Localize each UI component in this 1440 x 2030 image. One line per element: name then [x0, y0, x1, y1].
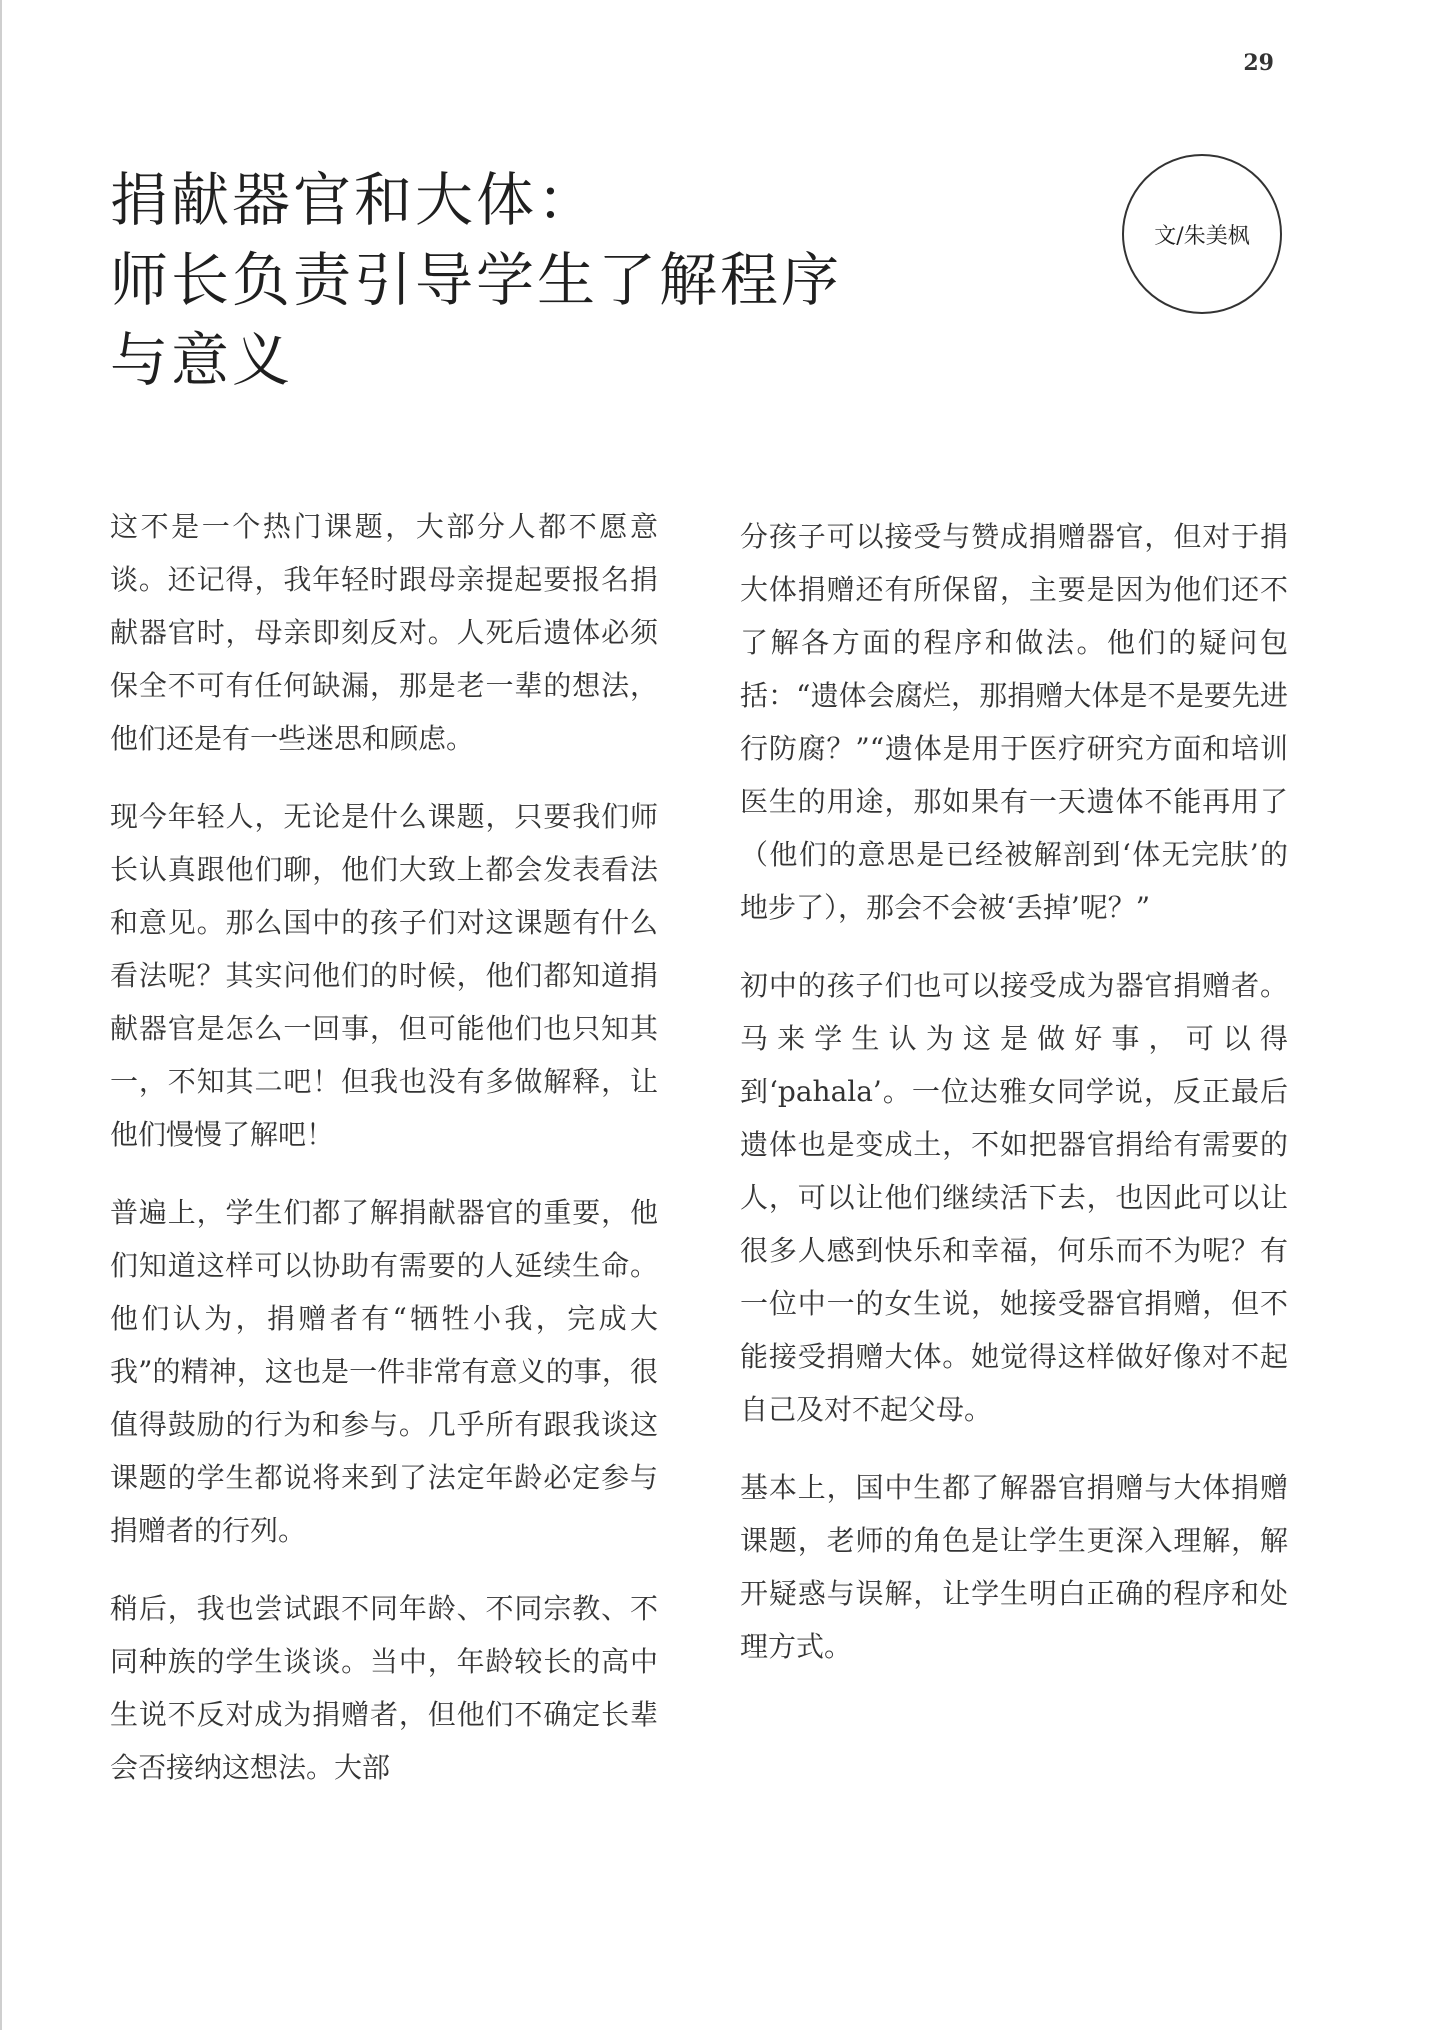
paragraph: 现今年轻人，无论是什么课题，只要我们师长认真跟他们聊，他们大致上都会发表看法和意见。那么国中的孩子们对这课题有什么看法呢？其实问他们的时候，他们都知道捐献器官是怎么一回事，但可能他们也只知其一，不知其二吧！但我也没有多做解释，让他们慢慢了解吧！: [110, 800, 658, 1151]
title-line: 捐献器官和大体：: [110, 166, 599, 234]
page-edge: [0, 0, 2, 2030]
author-byline: 文/朱美枫: [1154, 223, 1250, 249]
title-line: 与意义: [110, 326, 294, 394]
title-line: 师长负责引导学生了解程序: [110, 246, 843, 314]
paragraph: 这不是一个热门课题，大部分人都不愿意谈。还记得，我年轻时跟母亲提起要报名捐献器官时，母亲即刻反对。人死后遗体必须保全不可有任何缺漏，那是老一辈的想法，他们还是有一些迷思和顾虑。: [110, 510, 658, 755]
paragraph: 初中的孩子们也可以接受成为器官捐赠者。马来学生认为这是做好事，可以得到‘pahala’。一位达雅女同学说，反正最后遗体也是变成土，不如把器官捐给有需要的人，可以让他们继续活下去，也因此可以让很多人感到快乐和幸福，何乐而不为呢？有一位中一的女生说，她接受器官捐赠，但不能接受捐赠大体。她觉得这样做好像对不起自己及对不起父母。: [740, 969, 1288, 1426]
author-byline-circle: [1122, 154, 1282, 314]
right-column: [740, 510, 1288, 1698]
article-title: [110, 160, 930, 400]
paragraph: 基本上，国中生都了解器官捐赠与大体捐赠课题，老师的角色是让学生更深入理解，解开疑惑与误解，让学生明白正确的程序和处理方式。: [740, 1471, 1288, 1663]
left-column: [110, 500, 658, 1819]
paragraph: 稍后，我也尝试跟不同年龄、不同宗教、不同种族的学生谈谈。当中，年龄较长的高中生说不反对成为捐赠者，但他们不确定长辈会否接纳这想法。大部: [110, 1592, 658, 1784]
paragraph: 分孩子可以接受与赞成捐赠器官，但对于捐大体捐赠还有所保留，主要是因为他们还不了解各方面的程序和做法。他们的疑问包括：“遗体会腐烂，那捐赠大体是不是要先进行防腐？”“遗体是用于医疗研究方面和培训医生的用途，那如果有一天遗体不能再用了（他们的意思是已经被解剖到‘体无完肤’的地步了），那会不会被‘丢掉’呢？”: [740, 520, 1288, 924]
page-number: 29: [1243, 50, 1274, 76]
paragraph: 普遍上，学生们都了解捐献器官的重要，他们知道这样可以协助有需要的人延续生命。他们认为，捐赠者有“牺牲小我，完成大我”的精神，这也是一件非常有意义的事，很值得鼓励的行为和参与。几乎所有跟我谈这课题的学生都说将来到了法定年龄必定参与捐赠者的行列。: [110, 1196, 658, 1547]
